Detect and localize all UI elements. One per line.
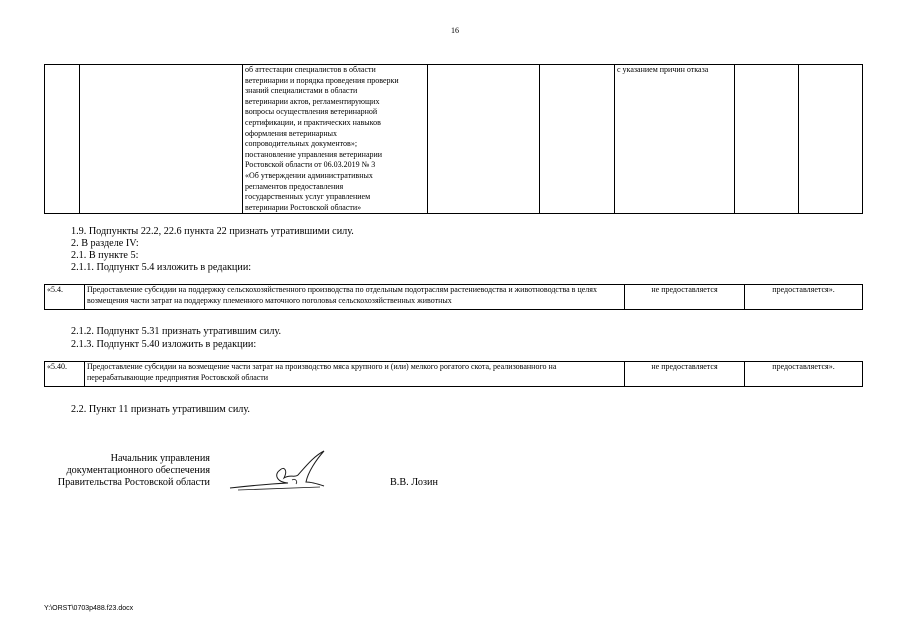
row-status-1: не предоставляется bbox=[625, 362, 745, 387]
row-description: Предоставление субсидии на поддержку сельскохозяйственного производства по отдельным подотраслям растениеводства и животноводства в целях возмещения части затрат на поддержку племенного маточного поголовья сельскохозяйственных животных bbox=[85, 285, 625, 310]
row-status-2: предоставляется». bbox=[745, 362, 863, 387]
table-cell bbox=[428, 65, 540, 214]
table-subitem-5-40 bbox=[44, 361, 863, 387]
table-row bbox=[45, 362, 863, 387]
table-cell bbox=[799, 65, 863, 214]
table-cell-refusal: с указанием причин отказа bbox=[615, 65, 735, 214]
row-status-1: не предоставляется bbox=[625, 285, 745, 310]
paragraph-2-1-1: 2.1.1. Подпункт 5.4 изложить в редакции: bbox=[71, 262, 252, 273]
table-cell bbox=[80, 65, 243, 214]
paragraph-2-2: 2.2. Пункт 11 признать утратившим силу. bbox=[71, 404, 250, 415]
signatory-line-2: документационного обеспечения bbox=[66, 465, 210, 476]
row-number: «5.40. bbox=[45, 362, 85, 387]
table-row bbox=[45, 65, 863, 214]
row-description: Предоставление субсидии на возмещение части затрат на производство мяса крупного и (или) мелкого рогатого скота, реализованного на перерабатывающие предприятия Ростовской области bbox=[85, 362, 625, 387]
paragraph-1-9: 1.9. Подпункты 22.2, 22.6 пункта 22 признать утратившими силу. bbox=[71, 226, 354, 237]
table-row bbox=[45, 285, 863, 310]
paragraph-2-1-2: 2.1.2. Подпункт 5.31 признать утратившим силу. bbox=[71, 326, 282, 337]
table-cell-legal-basis: об аттестации специалистов в области ветеринарии и порядка проведения проверки знаний специалистами в области ветеринарии актов, регламентирующих вопросы осуществления ветеринарной сертификации, и практических навыков оформления ветеринарных сопроводительных документов»; постановление управления ветеринарии Ростовской области от 06.03.2019 № 3 «Об утверждении административных регламентов предоставления государственных услуг управлением ветеринарии Ростовской области» bbox=[243, 65, 428, 214]
table-subitem-5-4 bbox=[44, 284, 863, 310]
page-number: 16 bbox=[451, 26, 459, 35]
row-status-2: предоставляется». bbox=[745, 285, 863, 310]
signatory-title bbox=[40, 453, 210, 489]
table-cell bbox=[540, 65, 615, 214]
paragraph-2-1: 2.1. В пункте 5: bbox=[71, 250, 139, 261]
row-number: «5.4. bbox=[45, 285, 85, 310]
signatory-line-1: Начальник управления bbox=[110, 453, 210, 464]
paragraph-2-1-3: 2.1.3. Подпункт 5.40 изложить в редакции: bbox=[71, 339, 257, 350]
signatory-line-3: Правительства Ростовской области bbox=[57, 477, 210, 488]
paragraph-2: 2. В разделе IV: bbox=[71, 238, 139, 249]
signatory-name: В.В. Лозин bbox=[390, 477, 438, 488]
table-cell bbox=[735, 65, 799, 214]
table-cell bbox=[45, 65, 80, 214]
file-path-footer: Y:\ORST\0703p488.f23.docx bbox=[44, 605, 134, 612]
continuation-table bbox=[44, 64, 863, 214]
handwritten-signature bbox=[228, 448, 338, 494]
